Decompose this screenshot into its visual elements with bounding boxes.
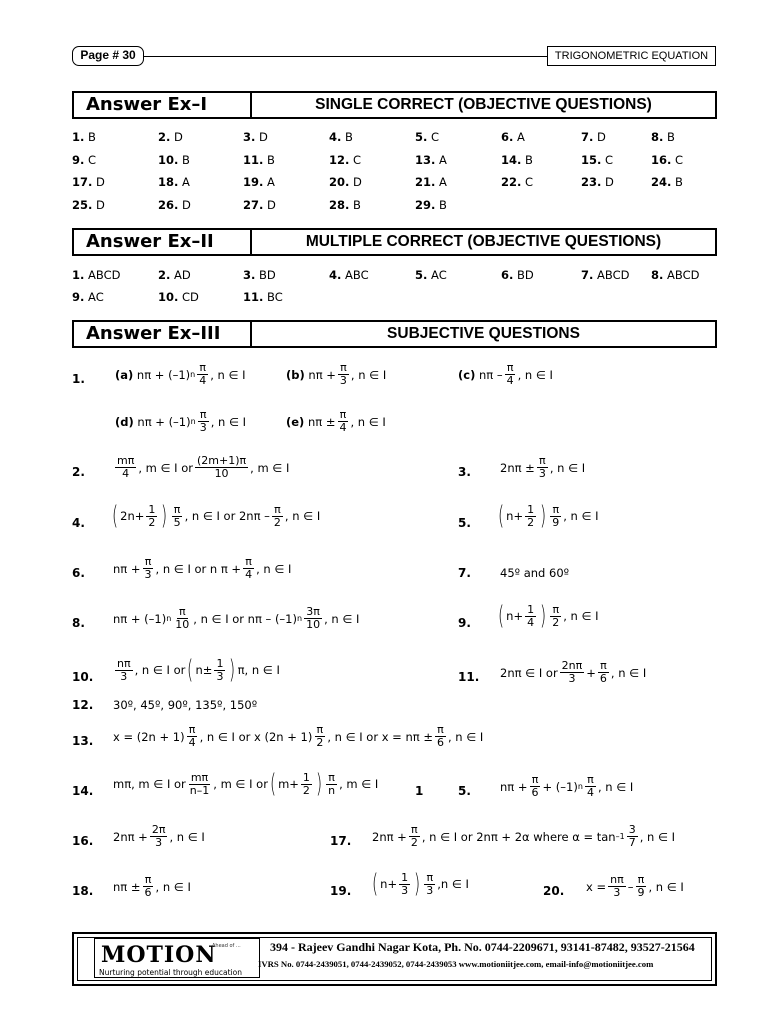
answer-choice: AC [84,290,104,304]
question-number: 18. [72,884,94,898]
answer-choice: D [349,175,362,189]
answer-item [158,290,199,304]
part-label: (a) [115,367,134,382]
answer-number: 1. [72,130,85,144]
section-header-ex3 [72,320,717,348]
question-number: 3. [458,465,471,479]
answer-item [158,268,191,282]
answer-number: 10. [158,152,179,167]
answer-10: nπ 3 , n ∈ I or ( n± 1 3 ) π, n ∈ I [117,655,280,685]
answer-number: 21. [415,175,436,189]
answer-13: x = (2n + 1) π 4 , n ∈ I or x (2n + 1) π 2 , n ∈ I or x = nπ ± π 6 , n ∈ I [113,723,484,749]
answer-choice: CD [178,290,199,304]
answer-number: 22. [501,175,522,189]
answer-19: ( n+ 1 3 ) π 3 ,n ∈ I [372,869,469,899]
answer-number: 25. [72,197,93,212]
answer-item [415,268,447,282]
answer-5: ( n+ 1 2 ) π 9 , n ∈ I [498,501,599,531]
answer-3: 2nπ ± π 3 , n ∈ I [500,454,586,480]
answer-number: 13. [415,152,436,167]
answer-item [329,130,353,144]
question-number: 16. [72,834,94,848]
answer-number: 4. [329,130,342,144]
chapter-title: TRIGONOMETRIC EQUATION [547,46,716,66]
answer-item [72,198,105,212]
question-number: 1. [72,372,85,386]
answer-8: nπ + (–1) n π 10 , n ∈ I or nπ – (–1) n 3π 10 , n ∈ I [113,605,360,631]
answer-number: 8. [651,268,664,282]
question-number: 2. [72,465,85,479]
answer-item [329,198,361,212]
question-number: 10. [72,670,94,684]
question-number: 13. [72,734,94,748]
answer-choice: ABC [341,268,369,282]
part-label: (b) [286,367,305,382]
section-header-ex1 [72,91,717,119]
answer-choice: ABCD [593,268,630,282]
answer-item [415,175,447,189]
answer-choice: BD [513,268,534,282]
answer-choice: A [435,152,447,167]
question-number: 11. [458,670,480,684]
answer-item [72,290,104,304]
answer-1e: (e) nπ ± π 4 , n ∈ I [286,408,386,434]
answer-choice: A [513,130,525,144]
logo-wordmark: MOTION [101,942,217,968]
answer-number: 3. [243,130,256,144]
answer-item [72,268,120,282]
answer-number: 5. [415,130,428,144]
answer-choice: B [435,197,447,212]
answer-choice: B [521,152,533,167]
answer-number: 11. [243,290,264,304]
answer-17: 2nπ + π 2 , n ∈ I or 2nπ + 2α where α = tan –1 3 7 , n ∈ I [372,823,676,849]
answer-6: nπ + π 3 , n ∈ I or n π + π 4 , n ∈ I [113,555,292,581]
answer-item [501,175,533,189]
answer-choice: B [671,175,683,189]
answer-number: 4. [329,268,342,282]
answer-item [329,268,369,282]
answer-number: 3. [243,268,256,282]
answer-number: 6. [501,130,514,144]
answer-item [415,153,447,167]
answer-choice: D [263,197,276,212]
answer-number: 5. [415,268,428,282]
answer-16: 2nπ + 2π 3 , n ∈ I [113,823,205,849]
answer-choice: B [84,130,96,144]
answer-item [72,130,96,144]
answer-item [243,268,276,282]
footer-address: 394 - Rajeev Gandhi Nagar Kota, Ph. No. 0744-2209671, 93141-87482, 93527-21564 [270,940,695,954]
answer-item [501,130,525,144]
part-label: (d) [115,414,134,429]
answer-15: nπ + π 6 + (–1) n π 4 , n ∈ I [500,773,634,799]
answer-item [581,130,606,144]
answer-number: 6. [501,268,514,282]
answer-20: x = nπ 3 – π 9 , n ∈ I [586,873,684,899]
answer-item [243,198,276,212]
answer-9: ( n+ 1 4 ) π 2 , n ∈ I [498,601,599,631]
answer-choice: D [170,130,183,144]
answer-2: mπ 4 , m ∈ I or (2m+1)π 10 , m ∈ I [117,454,290,480]
answer-item [651,175,683,189]
answer-item [651,268,699,282]
question-number: 5. [458,516,471,530]
answer-number: 12. [329,152,350,167]
answer-choice: C [84,152,97,167]
answer-item [501,153,533,167]
footer [72,932,717,986]
answer-number: 7. [581,130,594,144]
answer-choice: D [601,175,614,189]
answer-choice: BC [263,290,283,304]
answer-1b: (b) nπ + π 3 , n ∈ I [286,361,387,387]
answer-choice: AC [427,268,447,282]
answer-choice: ABCD [663,268,700,282]
answer-choice: D [593,130,606,144]
answer-choice: D [92,175,105,189]
answer-number: 16. [651,152,672,167]
answer-choice: C [349,152,362,167]
answer-item [329,175,362,189]
answer-item [72,175,105,189]
answer-choice: B [341,130,353,144]
answer-18: nπ ± π 6 , n ∈ I [113,873,191,899]
section-title: SINGLE CORRECT (OBJECTIVE QUESTIONS) [315,96,652,113]
answer-14: mπ, m ∈ I or mπ n–1 , m ∈ I or ( m+ 1 2 ) π n , m ∈ I [113,769,379,799]
answer-item [651,153,683,167]
footer-contact: IVRS No. 0744-2439051, 0744-2439052, 0744-2439053 www.motioniitjee.com, email-info@motioniitjee.com [258,959,654,969]
answer-number: 24. [651,175,672,189]
answer-choice: B [663,130,675,144]
answer-number: 1. [72,268,85,282]
answer-item [243,290,283,304]
answer-choice: C [671,152,684,167]
answer-item [581,153,613,167]
answer-item [651,130,675,144]
answer-item [158,130,183,144]
question-number: 7. [458,566,471,580]
answer-4: ( 2n+ 1 2 ) π 5 , n ∈ I or 2nπ – π 2 , n ∈ I [112,501,321,531]
answer-choice: B [349,197,361,212]
answer-number: 26. [158,197,179,212]
answer-number: 10. [158,290,179,304]
question-number: 20. [543,884,565,898]
answer-choice: A [178,175,190,189]
logo-small-text: Ahead of ... [212,943,241,949]
answer-item [501,268,534,282]
question-extra: 1 [415,784,424,798]
question-number: 14. [72,784,94,798]
answer-number: 9. [72,152,85,167]
answer-item [581,175,614,189]
answer-item [158,175,190,189]
answer-item [243,153,275,167]
answer-7: 45º and 60º [500,566,570,580]
answer-number: 7. [581,268,594,282]
answer-number: 23. [581,175,602,189]
answer-1d: (d) nπ + (–1) n π 3 , n ∈ I [115,408,247,434]
question-number: 9. [458,616,471,630]
answer-choice: C [427,130,440,144]
answer-number: 15. [581,152,602,167]
answer-item [243,175,275,189]
section-label: Answer Ex–III [74,322,252,346]
answer-item [158,153,190,167]
answer-12: 30º, 45º, 90º, 135º, 150º [113,698,258,712]
answer-choice: BD [255,268,276,282]
answer-11: 2nπ ∈ I or 2nπ 3 + π 6 , n ∈ I [500,659,647,685]
answer-item [158,198,191,212]
answer-number: 14. [501,152,522,167]
answer-number: 19. [243,175,264,189]
answer-number: 2. [158,130,171,144]
question-number: 8. [72,616,85,630]
question-number: 6. [72,566,85,580]
page-number: Page # 30 [72,46,144,66]
section-label: Answer Ex–I [74,93,252,117]
question-number: 5. [458,784,471,798]
answer-choice: AD [170,268,191,282]
question-number: 4. [72,516,85,530]
answer-item [415,198,447,212]
answer-number: 8. [651,130,664,144]
answer-item [415,130,439,144]
answer-number: 17. [72,175,93,189]
answer-choice: C [521,175,534,189]
answer-choice: A [435,175,447,189]
question-number: 17. [330,834,352,848]
answer-choice: D [92,197,105,212]
answer-choice: C [601,152,614,167]
answer-1a: (a) nπ + (–1) n π 4 , n ∈ I [115,361,246,387]
answer-choice: D [255,130,268,144]
answer-item [243,130,268,144]
motion-logo [94,938,260,978]
section-title: SUBJECTIVE QUESTIONS [387,325,580,342]
part-label: (e) [286,414,305,429]
answer-number: 2. [158,268,171,282]
answer-number: 29. [415,197,436,212]
answer-number: 28. [329,197,350,212]
answer-choice: B [263,152,275,167]
answer-number: 20. [329,175,350,189]
section-title: MULTIPLE CORRECT (OBJECTIVE QUESTIONS) [305,233,662,250]
question-number: 19. [330,884,352,898]
answer-choice: A [263,175,275,189]
question-number: 12. [72,698,94,712]
part-label: (c) [458,367,476,382]
answer-choice: B [178,152,190,167]
logo-tagline: Nurturing potential through education [99,968,243,977]
answer-1c: (c) nπ – π 4 , n ∈ I [458,361,553,387]
answer-choice: D [178,197,191,212]
answer-number: 9. [72,290,85,304]
answer-item [329,153,361,167]
answer-item [72,153,96,167]
answer-item [581,268,629,282]
answer-number: 18. [158,175,179,189]
answer-number: 27. [243,197,264,212]
answer-choice: ABCD [84,268,121,282]
section-header-ex2 [72,228,717,256]
section-label: Answer Ex–II [74,230,252,254]
answer-number: 11. [243,152,264,167]
